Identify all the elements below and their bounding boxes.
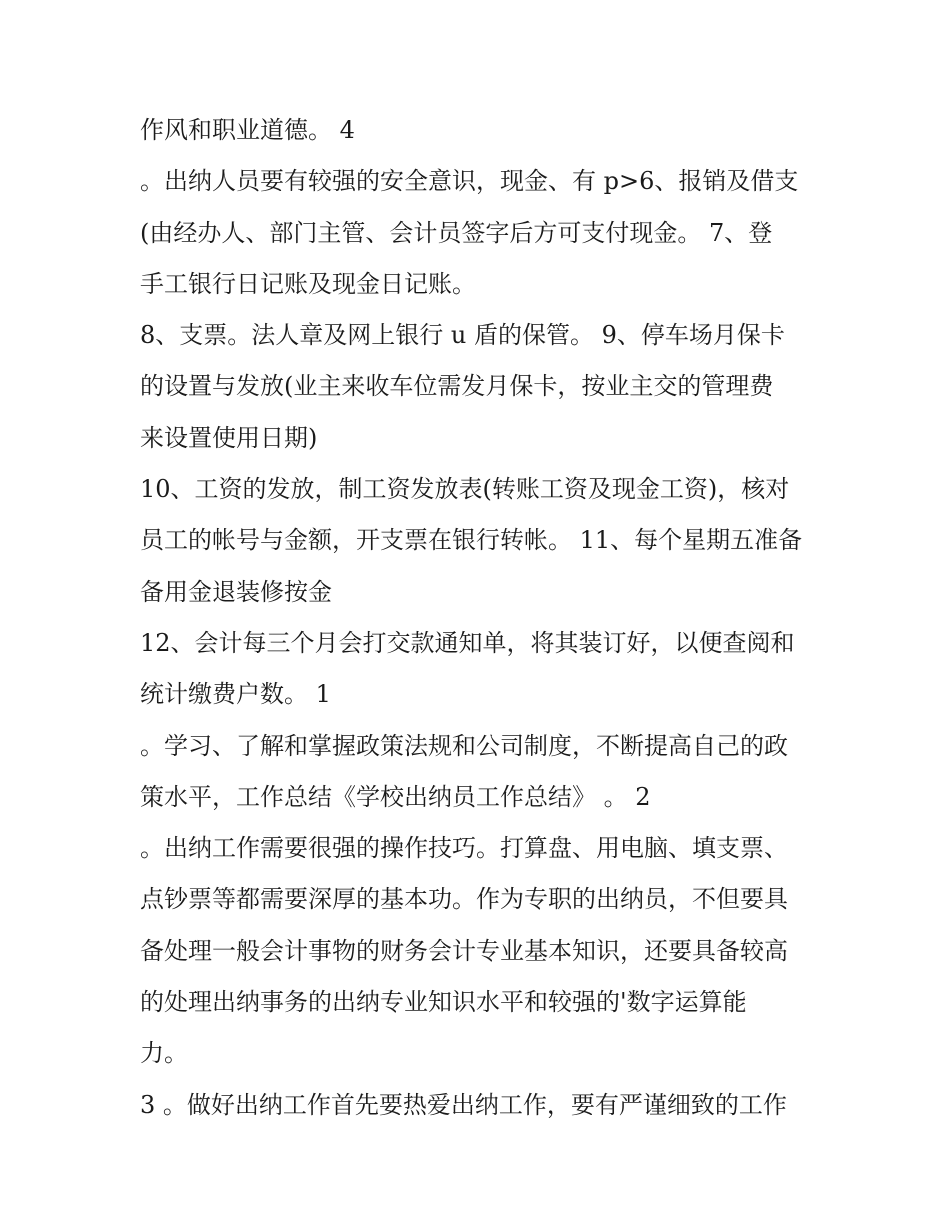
text-line: 策水平，工作总结《学校出纳员工作总结》 。 2: [140, 782, 651, 811]
text-line: 8、支票。法人章及网上银行 u 盾的保管。 9、停车场月保卡: [140, 321, 785, 350]
text-line: 3 。做好出纳工作首先要热爱出纳工作，要有严谨细致的工作: [140, 1090, 787, 1119]
text-line: 备用金退装修按金: [140, 577, 332, 606]
text-line: (由经办人、部门主管、会计员签字后方可支付现金。 7、登: [140, 218, 773, 247]
text-line: 。学习、了解和掌握政策法规和公司制度，不断提高自己的政: [140, 731, 788, 760]
text-line: 手工银行日记账及现金日记账。: [140, 269, 476, 298]
document-body: [140, 105, 840, 1131]
text-line: 力。: [140, 1039, 188, 1068]
text-line: 。出纳人员要有较强的安全意识，现金、有 p>6、报销及借支: [140, 167, 799, 196]
text-line: 来设置使用日期): [140, 423, 318, 452]
text-line: 10、工资的发放，制工资发放表(转账工资及现金工资)，核对: [140, 475, 790, 504]
text-line: 点钞票等都需要深厚的基本功。作为专职的出纳员，不但要具: [140, 885, 788, 914]
text-line: 。出纳工作需要很强的操作技巧。打算盘、用电脑、填支票、: [140, 834, 788, 863]
text-line: 统计缴费户数。 1: [140, 680, 331, 709]
text-line: 的处理出纳事务的出纳专业知识水平和较强的'数字运算能: [140, 988, 747, 1017]
text-line: 12、会计每三个月会打交款通知单，将其装订好，以便查阅和: [140, 628, 795, 657]
text-line: 的设置与发放(业主来收车位需发月保卡，按业主交的管理费: [140, 372, 774, 401]
text-line: 备处理一般会计事物的财务会计专业基本知识，还要具备较高: [140, 936, 788, 965]
text-line: 作风和职业道德。 4: [140, 116, 355, 144]
text-line: 员工的帐号与金额，开支票在银行转帐。 11、每个星期五准备: [140, 526, 803, 555]
